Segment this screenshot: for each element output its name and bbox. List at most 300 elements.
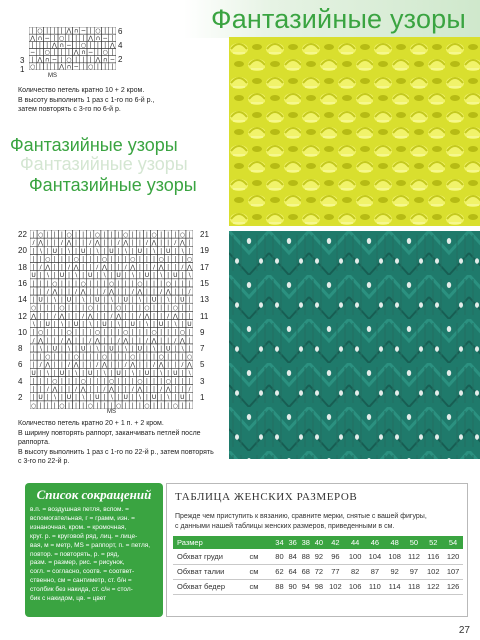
chart-symbol: | [60,231,63,239]
chart-symbol: ⋀ [45,361,51,369]
chart-symbol: | [174,377,177,385]
chart-symbol: | [96,312,99,320]
chart-symbol: | [110,369,113,377]
chart-symbol: | [174,353,177,361]
chart-symbol: U [66,296,72,304]
chart-symbol: | [96,49,99,57]
chart-symbol: | [167,239,170,247]
chart-symbol: ⋀ [158,361,164,369]
table-cell: 92 [312,549,325,564]
chart-symbol: | [160,345,163,353]
chart-symbol: ∖ [38,345,43,353]
chart-symbol: ⋀ [51,42,57,50]
chart-symbol: | [60,353,63,361]
chart-symbol: ⋀ [179,239,185,247]
chart-symbol: ∕ [39,264,42,272]
chart-symbol: ○ [37,27,43,35]
chart-symbol: ∖ [74,369,78,377]
header-cell: 34 [275,538,284,547]
chart-symbol: ⋀ [179,337,185,345]
chart-symbol: | [138,337,141,345]
chart-symbol: | [188,329,191,337]
chart-symbol: | [117,247,120,255]
chart-symbol: | [117,296,120,304]
chart-symbol: ○ [151,231,157,239]
chart-symbol: | [32,361,35,369]
chart-symbol: | [181,288,184,296]
chart-symbol: ○ [30,304,37,312]
row-number: 15 [200,278,209,288]
chart-symbol: | [53,304,56,312]
chart-symbol: ⋀ [165,386,171,394]
chart-symbol: ○ [87,63,94,70]
chart-symbol: U [95,394,100,402]
chart-symbol: U [173,272,178,280]
row-number: 22 [18,230,27,239]
chart-symbol: U [123,394,128,402]
row-number: 12 [18,311,27,321]
chart-symbol: − [30,49,36,57]
chart-symbol: | [138,239,141,247]
chart-symbol: | [82,239,85,247]
chart-symbol: U [109,247,114,255]
row-name: Обхват груди [173,549,235,564]
chart-symbol: | [167,329,170,337]
chart-symbol: | [145,345,148,353]
pattern1-instructions [18,86,218,115]
chart-symbol: | [82,264,85,272]
chart-symbol: | [67,34,70,42]
chart-symbol: ∩ [66,63,72,70]
chart-symbol: | [104,63,107,70]
chart-symbol: ∕ [53,312,56,320]
chart-symbol: ∕ [145,239,148,247]
row-number: 7 [200,344,205,354]
chart-symbol: | [31,27,34,35]
chart-symbol: | [75,296,78,304]
size-table-note [175,512,465,532]
chart-symbol: ○ [144,402,150,409]
chart-symbol: | [153,369,156,377]
chart-symbol: | [32,255,35,263]
chart-symbol: | [89,288,92,296]
chart-symbol: ○ [58,34,65,42]
row-number: 17 [200,262,209,272]
chart-symbol: | [167,369,170,377]
chart-symbol: | [67,353,70,361]
row-unit: см [235,564,273,579]
chart-symbol: ○ [172,402,178,409]
chart-symbol: | [138,353,141,361]
table-cell: 126 [443,579,463,594]
chart-symbol: U [45,321,50,329]
row-unit: см [235,579,273,594]
chart-symbol: ∖ [180,345,185,353]
chart-symbol: | [82,272,85,280]
chart-symbol: | [153,288,156,296]
chart-symbol: | [96,369,99,377]
section-title: Фантазийные узоры [29,175,197,195]
chart-symbol: ∖ [81,296,86,304]
chart-symbol: ⋀ [38,337,44,345]
chart-symbol: U [59,272,65,280]
chart-symbol: | [46,394,49,402]
chart-symbol: | [75,402,78,409]
chart-symbol: | [89,280,92,288]
chart-symbol: ○ [66,56,72,64]
chart-symbol: U [144,369,150,377]
chart-symbol: ⋀ [94,337,100,345]
chart-symbol: | [60,264,63,272]
chart-symbol: − [44,34,50,42]
chart-symbol: ∖ [67,345,71,353]
abbreviations-box [25,483,163,617]
chart-symbol: | [46,63,49,70]
chart-symbol: ⋀ [172,312,178,320]
chart-symbol: ○ [179,329,185,337]
chart-symbol: ○ [108,280,115,288]
chart-symbol: ∖ [152,345,156,353]
row-name: Обхват талии [173,564,235,579]
chart-symbol: | [46,231,49,239]
chart-symbol: ∖ [74,272,78,280]
chart-symbol: | [110,304,113,312]
chart-symbol: | [32,288,35,296]
chart-symbol: | [89,345,92,353]
chart-symbol: | [60,345,63,353]
chart-symbol: ○ [52,377,58,385]
abbreviation-line: круг. р. = круговой ряд, лиц. = лице- [30,532,138,540]
chart-symbol: | [75,280,78,288]
chart-symbol: | [75,312,78,320]
chart-symbol: | [32,345,35,353]
chart-symbol: ∕ [117,337,120,345]
chart-symbol: U [88,369,93,377]
chart-symbol: ∖ [166,394,171,402]
chart-symbol: | [167,304,170,312]
chart-symbol: | [75,247,78,255]
table-cell: 107 [443,564,463,579]
chart-symbol: | [174,361,177,369]
chart-symbol: | [96,321,99,329]
chart-symbol: | [174,231,177,239]
chart-symbol: ⋀ [109,288,114,296]
row-unit: см [235,549,273,564]
chart-symbol: | [131,329,134,337]
chart-symbol: | [153,304,156,312]
chart-symbol: U [59,369,65,377]
chart-symbol: | [46,402,49,409]
chart-symbol: ∖ [67,247,71,255]
table-cell: 88 [299,549,312,564]
abbreviation-line: ственно, см = сантиметр, ст. б/н = [30,577,132,585]
chart-symbol: ⋀ [59,63,65,70]
knitting-chart-1 [29,27,116,70]
chart-symbol: | [145,255,148,263]
chart-symbol: | [82,361,85,369]
abbreviation-line: столбик без накида, ст. с/н = стол- [30,586,133,594]
chart-symbol: | [131,377,134,385]
chart-symbol: | [53,27,56,35]
chart-symbol: ○ [165,280,171,288]
chart-symbol: U [137,345,143,353]
chart-symbol: | [131,402,134,409]
row-number: 9 [200,327,205,337]
chart-symbol: ○ [137,377,143,385]
chart-symbol: | [53,337,56,345]
chart-symbol: | [145,280,148,288]
chart-symbol: ○ [108,377,115,385]
chart-symbol: | [60,247,63,255]
yellow-knit-photo [229,37,480,226]
chart-symbol: | [153,255,156,263]
chart-symbol: | [103,345,106,353]
chart-symbol: U [52,247,58,255]
chart-symbol: ∖ [109,394,114,402]
chart-symbol: U [38,296,43,304]
table-cell: 112 [405,549,424,564]
chart-symbol: | [32,353,35,361]
chart-symbol: − [102,34,108,42]
size-table-box [166,483,468,617]
chart-symbol: | [89,255,92,263]
chart-symbol: ○ [66,231,72,239]
chart-symbol: | [32,231,35,239]
chart-symbol: | [67,402,70,409]
chart-symbol: | [60,361,63,369]
chart-symbol: ∖ [109,296,114,304]
chart-symbol: | [60,49,63,57]
chart-symbol: | [110,361,113,369]
chart-symbol: | [181,304,184,312]
chart-symbol: ∕ [82,312,85,320]
chart-symbol: | [131,247,134,255]
chart-symbol: ○ [45,255,51,263]
table-cell: 100 [345,549,365,564]
chart-symbol: ∩ [102,56,108,64]
chart-symbol: ∕ [138,312,141,320]
chart-symbol: | [103,394,106,402]
chart-symbol: | [153,272,156,280]
chart-symbol: | [181,272,184,280]
header-cell: 52 [429,538,438,547]
chart-symbol: | [124,272,127,280]
chart-symbol: | [39,280,42,288]
chart-symbol: | [82,63,85,70]
row-number: 14 [18,295,27,305]
chart-symbol: | [103,402,106,409]
chart-symbol: U [180,296,185,304]
chart-symbol: | [32,329,35,337]
chart-symbol: | [32,386,35,394]
table-header-row [173,536,463,549]
note-line: с данными нашей таблицы женских размеров, приведенными в см. [175,523,395,530]
table-row [173,549,463,564]
chart-symbol: ∕ [160,288,163,296]
chart-symbol: | [181,402,184,409]
chart-symbol: ∕ [167,312,170,320]
chart-symbol: | [89,56,92,64]
chart-symbol: U [73,321,79,329]
table-cell: 98 [312,579,325,594]
chart-symbol: ∖ [45,272,50,280]
chart-symbol: U [95,296,100,304]
chart-symbol: | [82,255,85,263]
chart-symbol: | [188,394,191,402]
table-cell: 118 [405,579,424,594]
chart-symbol: ∖ [102,369,107,377]
header-cell: 42 [331,538,340,547]
abbreviation-line: бик с накидом, цв. = цвет [30,595,107,603]
chart-symbol: U [80,247,86,255]
chart-symbol: − [51,56,57,64]
chart-symbol: | [145,247,148,255]
chart-symbol: | [53,63,56,70]
chart-symbol: ⋀ [38,239,44,247]
chart-symbol: | [89,361,92,369]
table-row [173,579,463,594]
chart-symbol: | [138,369,141,377]
instruction-line: В ширину повторять раппорт, заканчивать петлей после [18,429,201,437]
chart-symbol: | [46,280,49,288]
chart-symbol: | [174,255,177,263]
chart-symbol: | [53,369,56,377]
chart-symbol: | [117,353,120,361]
row-number: 2 [118,55,123,64]
chart-symbol: U [102,321,107,329]
repeat-label: MS [48,73,57,79]
instruction-line: затем повторять с 3-го по 6-й р. [18,106,121,114]
chart-symbol: | [110,272,113,280]
chart-symbol: | [110,264,113,272]
chart-symbol: | [145,329,148,337]
table-cell: 62 [273,564,286,579]
chart-symbol: | [131,296,134,304]
chart-symbol: | [153,386,156,394]
instruction-line: Количество петель кратно 10 + 2 кром. [18,87,145,94]
chart-symbol: | [181,280,184,288]
chart-symbol: | [138,304,141,312]
chart-symbol: | [39,377,42,385]
chart-symbol: | [53,231,56,239]
chart-symbol: ○ [59,304,65,312]
chart-symbol: | [39,255,42,263]
table-cell: 102 [423,564,443,579]
abbreviation-line: вая, м = метр, MS = раппорт, п. = петля, [30,541,151,549]
table-cell: 80 [273,549,286,564]
abbreviation-line: в.п. = воздушная петля, вспом. = [30,506,129,513]
chart-symbol: | [32,264,35,272]
chart-symbol: | [32,377,35,385]
table-cell: 120 [443,549,463,564]
chart-symbol: ∕ [160,386,163,394]
header-cell: 38 [301,538,310,547]
chart-symbol: | [188,247,191,255]
chart-symbol: ⋀ [80,288,86,296]
chart-symbol: | [181,377,184,385]
chart-symbol: ○ [172,304,178,312]
chart-symbol: ⋀ [52,386,58,394]
chart-symbol: | [38,63,41,70]
chart-symbol: ○ [179,231,185,239]
chart-symbol: ∖ [123,345,128,353]
chart-symbol: ○ [80,42,87,50]
chart-symbol: | [60,255,63,263]
chart-symbol: | [117,288,120,296]
chart-symbol: ∖ [159,272,164,280]
chart-symbol: ⋀ [80,386,86,394]
chart-symbol: ○ [158,255,164,263]
chart-symbol: ∩ [44,56,50,64]
chart-symbol: | [181,386,184,394]
chart-symbol: | [46,377,49,385]
chart-symbol: | [75,394,78,402]
chart-symbol: ∕ [75,288,78,296]
chart-symbol: ∕ [117,239,120,247]
chart-symbol: | [110,231,113,239]
chart-symbol: ∕ [131,288,134,296]
header-cell: 44 [350,538,360,547]
abbreviation-line: разм. = размер, рис. = рисунок, [30,559,125,567]
chart-symbol: U [123,296,128,304]
chart-symbol: − [88,49,94,57]
chart-symbol: | [174,264,177,272]
chart-symbol: ∕ [124,361,127,369]
chart-symbol: ⋀ [30,34,36,42]
chart-symbol: | [82,321,85,329]
chart-symbol: U [187,321,192,329]
chart-symbol: ∖ [187,272,192,280]
table-cell: 84 [286,549,299,564]
chart-symbol: U [31,369,36,377]
chart-symbol: | [153,280,156,288]
page-title: Фантазийные узоры [210,4,466,34]
chart-symbol: | [153,402,156,409]
chart-symbol: | [60,386,63,394]
chart-symbol: ○ [115,402,122,409]
chart-symbol: ∕ [103,288,106,296]
chart-symbol: U [66,394,72,402]
chart-symbol: | [124,280,127,288]
chart-symbol: | [82,231,85,239]
chart-symbol: | [60,288,63,296]
chart-symbol: U [88,272,93,280]
chart-symbol: ○ [144,304,150,312]
chart-symbol: U [165,247,171,255]
chart-symbol: | [124,369,127,377]
abbreviation-line: согл. = согласно, соотв. = соответ- [30,568,135,576]
abbreviations-text [30,506,158,604]
chart-symbol: ∖ [180,247,185,255]
chart-symbol: | [160,304,163,312]
chart-symbol: ⋀ [116,312,122,320]
instruction-line: В высоту выполнить 1 раз с 1-го по 22-й р., затем повторять [18,448,214,456]
chart-symbol: ⋀ [137,386,143,394]
chart-symbol: | [117,394,120,402]
chart-symbol: U [116,272,121,280]
chart-symbol: | [53,321,56,329]
chart-symbol: ∖ [95,247,100,255]
chart-symbol: | [67,280,70,288]
chart-symbol: | [103,247,106,255]
chart-symbol: | [138,329,141,337]
chart-symbol: | [111,63,114,70]
chart-symbol: ⋀ [151,337,157,345]
table-cell: 88 [273,579,286,594]
chart-symbol: ∖ [95,345,100,353]
chart-symbol: U [109,345,114,353]
header-cell: 46 [370,538,380,547]
